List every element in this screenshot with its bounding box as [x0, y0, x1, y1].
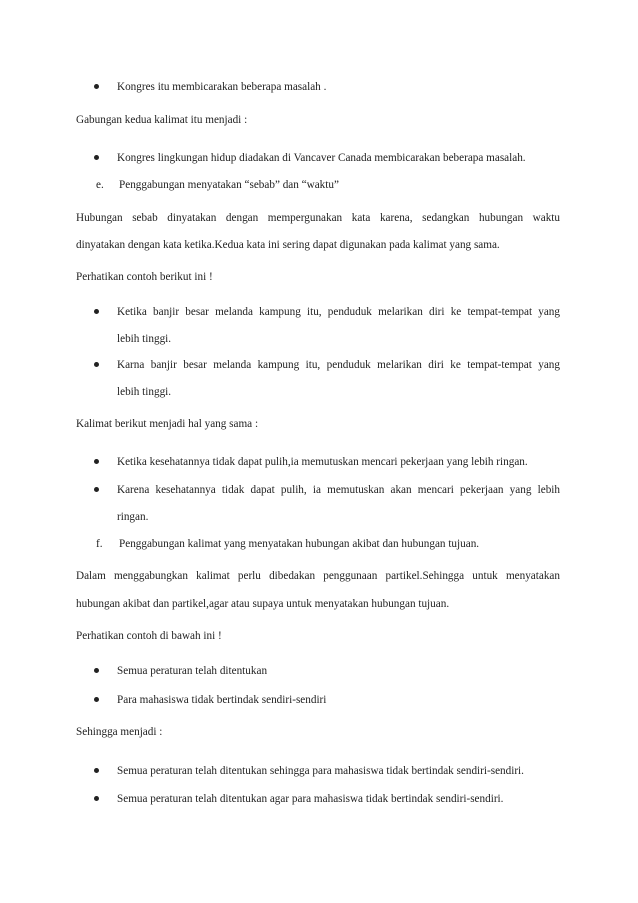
bullet-dot [94, 155, 99, 160]
bullet-dot [94, 668, 99, 673]
bullet-item-line: Ketika banjir besar melanda kampung itu, penduduk melarikan diri ke tempat-tempat yang [117, 306, 560, 318]
section-heading-f: Penggabungan kalimat yang menyatakan hubungan akibat dan hubungan tujuan. [119, 538, 480, 550]
paragraph-text: Sehingga menjadi : [76, 726, 163, 738]
bullet-item-text: Semua peraturan telah ditentukan sehingga para mahasiswa tidak bertindak sendiri-sendiri. [117, 765, 524, 777]
bullet-item-text: Kongres lingkungan hidup diadakan di Vancaver Canada membicarakan beberapa masalah. [117, 152, 526, 164]
paragraph-text: Kalimat berikut menjadi hal yang sama : [76, 418, 259, 430]
bullet-item-text: Ketika kesehatannya tidak dapat pulih,ia memutuskan mencari pekerjaan yang lebih ringan. [117, 456, 528, 468]
list-marker-e: e. [96, 179, 104, 191]
paragraph-text: Gabungan kedua kalimat itu menjadi : [76, 114, 248, 126]
bullet-dot [94, 459, 99, 464]
section-heading-e: Penggabungan menyatakan “sebab” dan “waktu” [119, 179, 339, 191]
bullet-dot [94, 487, 99, 492]
list-marker-f: f. [96, 538, 103, 550]
paragraph-line: dinyatakan dengan kata ketika.Kedua kata ini sering dapat digunakan pada kalimat yang sama. [76, 239, 500, 251]
bullet-dot [94, 362, 99, 367]
paragraph-text: Perhatikan contoh berikut ini ! [76, 271, 213, 283]
bullet-item-line: lebih tinggi. [117, 386, 172, 398]
bullet-item-text: Para mahasiswa tidak bertindak sendiri-sendiri [117, 694, 327, 706]
bullet-item-text: Semua peraturan telah ditentukan agar para mahasiswa tidak bertindak sendiri-sendiri. [117, 793, 504, 805]
paragraph-line: Hubungan sebab dinyatakan dengan mempergunakan kata karena, sedangkan hubungan waktu [76, 212, 560, 224]
paragraph-line: hubungan akibat dan partikel,agar atau supaya untuk menyatakan hubungan tujuan. [76, 598, 450, 610]
bullet-dot [94, 84, 99, 89]
paragraph-text: Perhatikan contoh di bawah ini ! [76, 630, 222, 642]
bullet-dot [94, 796, 99, 801]
bullet-dot [94, 697, 99, 702]
bullet-item-text: Kongres itu membicarakan beberapa masalah . [117, 81, 327, 93]
bullet-dot [94, 768, 99, 773]
bullet-item-text: Semua peraturan telah ditentukan [117, 665, 268, 677]
bullet-item-line: Karena kesehatannya tidak dapat pulih, ia memutuskan akan mencari pekerjaan yang lebih [117, 484, 560, 496]
paragraph-line: Dalam menggabungkan kalimat perlu dibedakan penggunaan partikel.Sehingga untuk menyatakan [76, 570, 560, 582]
bullet-item-line: Karna banjir besar melanda kampung itu, penduduk melarikan diri ke tempat-tempat yang [117, 359, 560, 371]
bullet-item-line: ringan. [117, 511, 149, 523]
bullet-item-line: lebih tinggi. [117, 333, 172, 345]
bullet-dot [94, 309, 99, 314]
